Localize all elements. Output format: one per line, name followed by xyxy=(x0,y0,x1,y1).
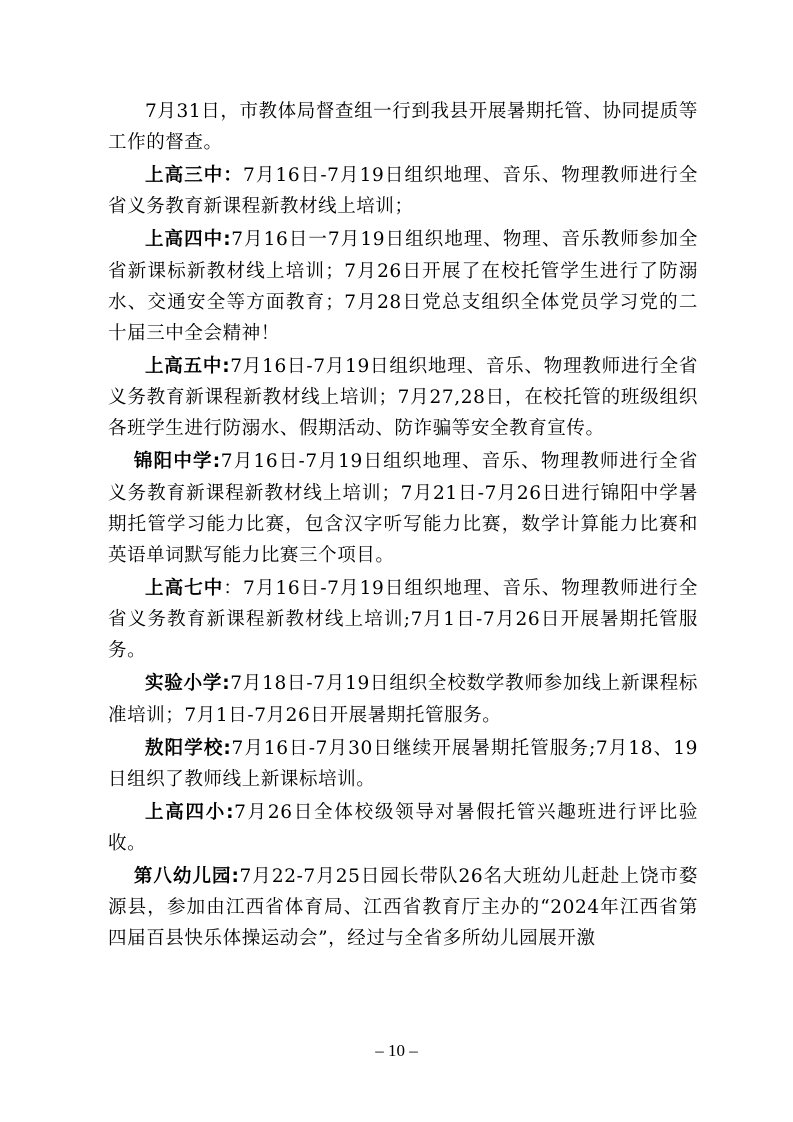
paragraph-lead: 上高四中: xyxy=(145,229,232,251)
paragraph-lead: 上高三中： xyxy=(145,165,244,187)
paragraph-text: 7月16日-7月19日组织地理、音乐、物理教师进行全省义务教育新课程新教材线上培训；7月21日-7月26日进行锦阳中学暑期托管学习能力比赛，包含汉字听写能力比赛，数学计算能力比赛和英语单词默写能力比赛三个项目。 xyxy=(108,451,699,567)
paragraph-lead: 第八幼儿园: xyxy=(133,866,240,888)
paragraph-lead: 上高五中: xyxy=(145,356,231,378)
paragraph-kindergarten-8 xyxy=(108,861,698,955)
paragraph-jinyang xyxy=(108,446,698,571)
paragraph-experimental-primary xyxy=(108,668,698,730)
paragraph-text: 7月16日-7月19日组织地理、音乐、物理教师进行全省义务教育新课程新教材线上培训；7月27,28日，在校托管的班级组织各班学生进行防溺水、假期活动、防诈骗等安全教育宣传。 xyxy=(108,356,698,440)
paragraph-shanggao-no4 xyxy=(108,224,698,349)
paragraph-text: 7月16日-7月30日继续开展暑期托管服务;7月18、19日组织了教师线上新课标培训。 xyxy=(108,737,698,790)
paragraph-text: 7月18日-7月19日组织全校数学教师参加线上新课程标准培训；7月1日-7月26日开展暑期托管服务。 xyxy=(108,673,698,726)
paragraph-aoyang xyxy=(108,733,698,795)
paragraph-shanggao-primary-4 xyxy=(108,797,698,859)
paragraph-text: ：7月16日-7月19日组织地理、音乐、物理教师进行全省义务教育新课程新教材线上培训;7月1日-7月26日开展暑期托管服务。 xyxy=(108,578,698,662)
paragraph-lead: 锦阳中学: xyxy=(133,451,221,473)
document-body xyxy=(108,96,698,956)
paragraph-text: 7月16日一7月19日组织地理、物理、音乐教师参加全省新课标新教材线上培训；7月26日开展了在校托管学生进行了防溺水、交通安全等方面教育；7月28日党总支组织全体党员学习党的二十届三中全会精神！ xyxy=(108,229,698,345)
paragraph-text: 7月16日-7月19日组织地理、音乐、物理教师进行全省义务教育新课程新教材线上培训； xyxy=(108,165,698,218)
paragraph-text: 7月31日，市教体局督查组一行到我县开展暑期托管、协同提质等工作的督查。 xyxy=(108,101,698,154)
paragraph-lead: 敖阳学校: xyxy=(145,737,232,759)
paragraph-text: 7月22-7月25日园长带队26名大班幼儿赶赴上饶市婺源县，参加由江西省体育局、江西省教育厅主办的“2024年江西省第四届百县快乐体操运动会”，经过与全省多所幼儿园展开激 xyxy=(108,866,699,950)
paragraph-lead: 实验小学: xyxy=(145,673,231,695)
paragraph-shanggao-no3 xyxy=(108,160,698,222)
paragraph-text: 7月26日全体校级领导对暑假托管兴趣班进行评比验收。 xyxy=(108,801,698,855)
paragraph-shanggao-no7 xyxy=(108,573,698,667)
paragraph-lead: 上高四小: xyxy=(145,801,235,823)
page-number: – 10 – xyxy=(375,1041,418,1060)
paragraph-supervision xyxy=(108,96,698,158)
paragraph-shanggao-no5 xyxy=(108,351,698,445)
paragraph-lead: 上高七中 xyxy=(145,578,224,600)
